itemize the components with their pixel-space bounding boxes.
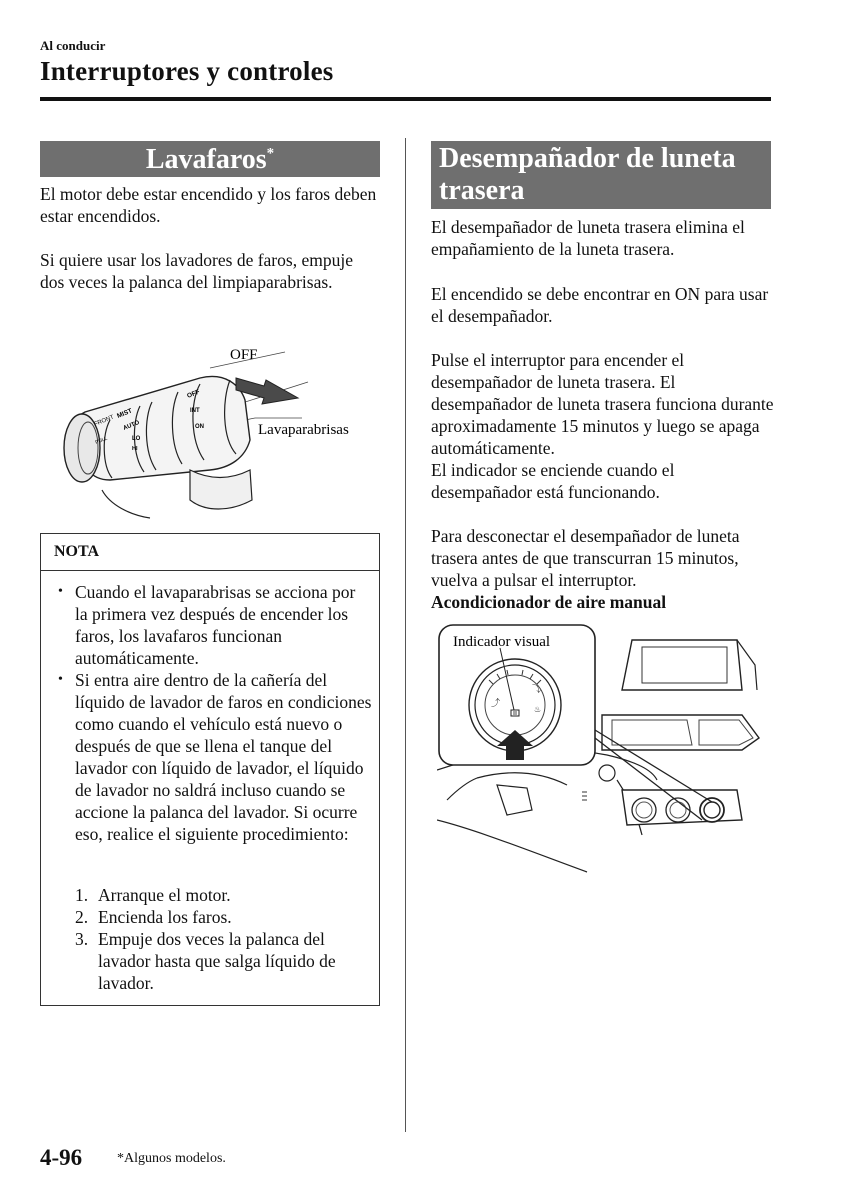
switch-label-front: FRONT (93, 414, 115, 428)
lavafaros-paragraph-2: Si quiere usar los lavadores de faros, empuje dos veces la palanca del limpiaparabrisas. (40, 250, 353, 292)
switch-label-hi: HI (132, 446, 138, 452)
dash-lower-line (437, 820, 587, 872)
note-step-3 (56, 928, 372, 994)
windshield-defrost-icon: ♨ (534, 705, 542, 714)
note-bullet-1: • Cuando el lavaparabrisas se acciona por la primera vez después de encender los faros, los lavafaros funcionan automáticamente. (56, 581, 372, 669)
defogger-paragraph-1: El desempañador de luneta trasera elimina el empañamiento de la luneta trasera. (431, 217, 745, 259)
heading-desempanador: Desempañador de luneta trasera (431, 141, 771, 209)
heading-footnote-mark: * (266, 145, 275, 162)
screen-inner (642, 647, 727, 683)
stalk-shadow-line (102, 490, 150, 518)
note-steps-list (56, 884, 372, 994)
note-step-1 (56, 884, 372, 906)
dashboard-illustration (437, 620, 777, 875)
section-label: Al conducir (40, 38, 106, 53)
note-step-3-text: Empuje dos veces la palanca del lavador hasta que salga líquido de lavador. (98, 929, 336, 993)
switch-label-off: OFF (186, 388, 201, 400)
stalk-body (73, 377, 250, 480)
off-callout-label: OFF (230, 347, 258, 363)
note-step-3-number: 3. (75, 929, 89, 949)
manual-ac-subheading: Acondicionador de aire manual (431, 592, 667, 612)
indicator-callout-label: Indicador visual (453, 634, 551, 650)
note-bullet-list (56, 581, 372, 845)
defogger-paragraph-2: El encendido se debe encontrar en ON para usar el desempañador. (431, 284, 769, 326)
note-step-2-text: Encienda los faros. (98, 907, 232, 927)
column-divider (405, 138, 406, 1132)
steering-hub (497, 785, 532, 815)
note-step-1-number: 1. (75, 885, 89, 905)
note-bullet-2: • Si entra aire dentro de la cañería del líquido de lavador de faros en condiciones como cuando el vehículo está nuevo o después de que se llena el tanque del lavador con líquido de lavador, el líquido de lavador no saldrá incluso cuando se accione la palanca del lavador. Si ocurre eso, realice el siguiente procedimiento: (56, 669, 372, 845)
hazard-grille (582, 792, 587, 800)
wiper-lever-illustration (40, 340, 380, 520)
header-rule (40, 97, 771, 101)
page-title: Interruptores y controles (40, 56, 334, 86)
steering-wheel-top (477, 773, 567, 785)
heading-lavafaros (40, 141, 380, 177)
footnote: *Algunos modelos. (117, 1151, 226, 1166)
switch-label-mist: MIST (116, 407, 134, 420)
page-number: 4-96 (40, 1145, 83, 1170)
note-title: NOTA (40, 533, 380, 571)
note-step-1-text: Arranque el motor. (98, 885, 231, 905)
switch-label-int: INT (190, 408, 200, 414)
rear-defogger-switch (511, 710, 519, 716)
washer-callout-label: Lavaparabrisas (258, 422, 349, 438)
face-vent-icon: ⤴ (491, 699, 501, 709)
switch-label-lo: LO (132, 436, 141, 442)
floor-vent-icon: ⤵ (532, 685, 542, 695)
lavafaros-paragraph-1: El motor debe estar encendido y los faros deben estar encendidos. (40, 184, 377, 226)
switch-label-on: ON (195, 424, 204, 430)
steering-wheel-edge (447, 778, 477, 800)
note-step-2-number: 2. (75, 907, 89, 927)
defogger-paragraph-4: Para desconectar el desempañador de luneta trasera antes de que transcurran 15 minutos, vuelva a pulsar el interruptor. (431, 526, 740, 590)
defogger-paragraph-3: Pulse el interruptor para encender el desempañador de luneta trasera. El desempañador de luneta trasera funciona durante aproximadamente 15 minutos y luego se apaga automáticamente. El indicador se enciende cuando el desempañador está funcionando. (431, 350, 774, 502)
small-knob (599, 765, 615, 781)
heading-lavafaros-text: Lavafaros (145, 144, 267, 175)
stalk-base (190, 470, 252, 509)
switch-label-pull: PULL (94, 435, 109, 446)
note-step-2 (56, 906, 372, 928)
switch-label-auto: AUTO (122, 419, 141, 432)
